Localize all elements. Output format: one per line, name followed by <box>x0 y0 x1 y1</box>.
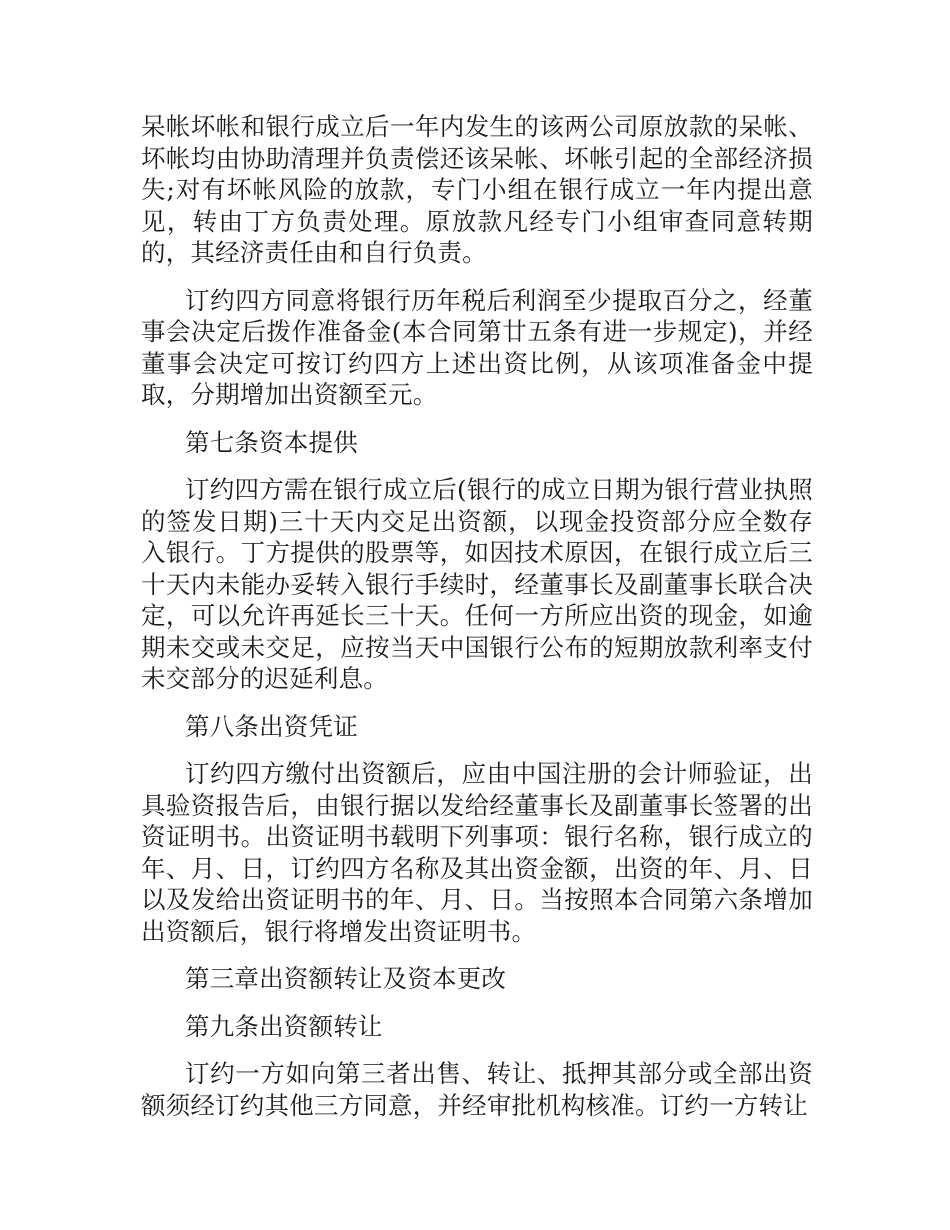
paragraph-capital-certificate: 订约四方缴付出资额后，应由中国注册的会计师验证，出具验资报告后，由银行据以发给经董事长及副董事长签署的出资证明书。出资证明书载明下列事项：银行名称，银行成立的年、月、日，订约四方名称及其出资金额，出资的年、月、日以及发给出资证明书的年、月、日。当按照本合同第六条增加出资额后，银行将增发出资证明书。 <box>141 759 813 946</box>
article-7-heading: 第七条资本提供 <box>185 427 358 457</box>
paragraph-reserve-fund: 订约四方同意将银行历年税后利润至少提取百分之，经董事会决定后拨作准备金(本合同第廿五条有进一步规定)，并经董事会决定可按订约四方上述出资比例，从该项准备金中提取，分期增加出资额至元。 <box>141 285 813 409</box>
paragraph-capital-transfer: 订约一方如向第三者出售、转让、抵押其部分或全部出资额须经订约其他三方同意，并经审批机构核准。订约一方转让 <box>141 1059 813 1120</box>
article-8-heading: 第八条出资凭证 <box>185 711 358 741</box>
paragraph-capital-provision: 订约四方需在银行成立后(银行的成立日期为银行营业执照的签发日期)三十天内交足出资额，以现金投资部分应全数存入银行。丁方提供的股票等，如因技术原因，在银行成立后三十天内未能办妥转入银行手续时，经董事长及副董事长联合决定，可以允许再延长三十天。任何一方所应出资的现金，如逾期未交或未交足，应按当天中国银行公布的短期放款利率支付未交部分的迟延利息。 <box>141 475 813 693</box>
chapter-3-heading: 第三章出资额转让及资本更改 <box>185 964 507 993</box>
document-body <box>141 111 813 1137</box>
paragraph-bad-debts: 呆帐坏帐和银行成立后一年内发生的该两公司原放款的呆帐、坏帐均由协助清理并负责偿还该呆帐、坏帐引起的全部经济损失;对有坏帐风险的放款，专门小组在银行成立一年内提出意见，转由丁方负责处理。原放款凡经专门小组审查同意转期的，其经济责任由和自行负责。 <box>141 112 813 267</box>
article-9-heading: 第九条出资额转让 <box>185 1011 383 1041</box>
